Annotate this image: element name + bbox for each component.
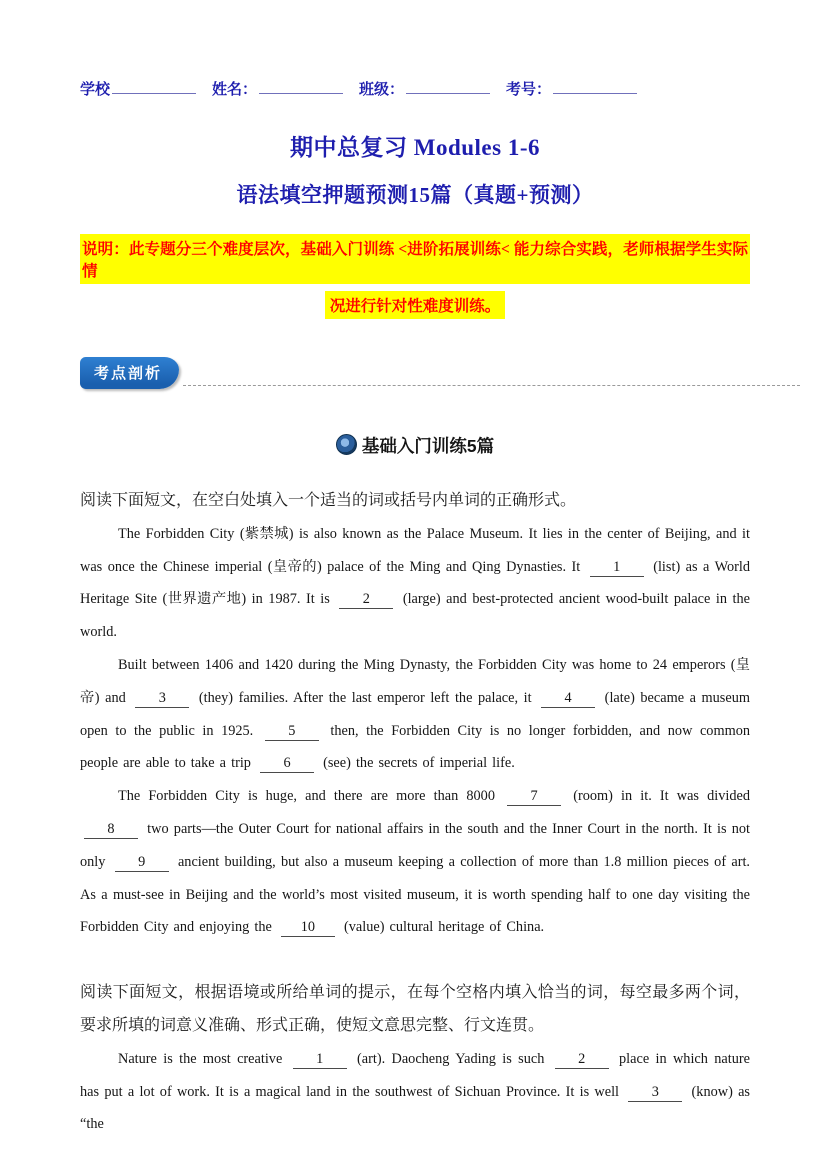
school-blank-line <box>112 78 196 94</box>
passage-paragraph: The Forbidden City (紫禁城) is also known as the Palace Museum. It lies in the center of Beijing, and it was once the Chinese imperial (皇帝的) palace of the Ming and Qing Dynasties. It 1 (list) as a World Heritage Site (世界遗产地) in 1987. It is 2 (large) and best-protected ancient wood-built palace in the world. <box>80 525 750 641</box>
fill-in-blank-6: 6 <box>260 756 314 773</box>
fill-in-blank-9: 9 <box>115 855 169 872</box>
fill-in-blank-2: 2 <box>555 1052 609 1069</box>
fill-in-blank-5: 5 <box>265 724 319 741</box>
exercise-2-instruction: 阅读下面短文，根据语境或所给单词的提示，在每个空格内填入恰当的词，每空最多两个词，要求所填的词意义准确、形式正确，使短文意思完整、行文连贯。 <box>80 984 750 1034</box>
passage-paragraph: Built between 1406 and 1420 during the Ming Dynasty, the Forbidden City was home to 24 emperors (皇帝) and 3 (they) families. After the last emperor left the palace, it 4 (late) became a museum open to the public in 1925. 5 then, the Forbidden City is no longer forbidden, and now common people are able to take a trip 6 (see) the secrets of imperial life. <box>80 656 750 772</box>
name-blank-line <box>259 78 343 94</box>
exercise-1 <box>80 485 750 944</box>
exercise-1-instruction: 阅读下面短文，在空白处填入一个适当的词或括号内单词的正确形式。 <box>80 492 577 509</box>
school-label: 学校 <box>80 82 111 98</box>
exam-points-banner <box>80 357 800 389</box>
section-heading <box>80 433 750 458</box>
fill-in-blank-1: 1 <box>590 560 644 577</box>
document-title: 期中总复习 Modules 1-6 <box>290 135 540 160</box>
notice-line-2: 况进行针对性难度训练。 <box>325 291 506 319</box>
document-subtitle: 语法填空押题预测15篇（真题+预测） <box>236 183 594 207</box>
exam-no-label: 考号： <box>506 82 552 98</box>
class-label: 班级： <box>359 82 405 98</box>
difficulty-notice <box>80 234 750 319</box>
dashed-divider <box>183 385 800 386</box>
name-label: 姓名： <box>212 82 258 98</box>
exercise-2-passage <box>80 1043 750 1141</box>
fill-in-blank-10: 10 <box>281 920 335 937</box>
passage-paragraph: The Forbidden City is huge, and there are more than 8000 7 (room) in it. It was divided 8 two parts—the Outer Court for national affairs in the south and the Inner Court in the north. It is not only 9 ancient building, but also a museum keeping a collection of more than 1.8 million pieces of art. As a must-see in Beijing and the world’s most visited museum, it is worth spending half to one day visiting the Forbidden City and enjoying the 10 (value) cultural heritage of China. <box>80 788 750 936</box>
passage-paragraph: Nature is the most creative 1 (art). Daocheng Yading is such 2 place in which nature has put a lot of work. It is a magical land in the southwest of Sichuan Province. It is well 3 (know) as “the <box>80 1050 750 1133</box>
fill-in-blank-8: 8 <box>84 822 138 839</box>
notice-line-1: 说明：此专题分三个难度层次，基础入门训练 <进阶拓展训练< 能力综合实践，老师根据学生实际情 <box>80 234 750 284</box>
section-badge-icon <box>336 434 357 455</box>
exercise-2 <box>80 977 750 1141</box>
exam-points-tab: 考点剖析 <box>80 357 179 389</box>
fill-in-blank-7: 7 <box>507 789 561 806</box>
fill-in-blank-3: 3 <box>628 1085 682 1102</box>
exercise-1-passage <box>80 518 750 944</box>
exam-no-blank-line <box>553 78 637 94</box>
fill-in-blank-2: 2 <box>339 592 393 609</box>
fill-in-blank-3: 3 <box>135 691 189 708</box>
section-title: 基础入门训练5篇 <box>361 436 495 456</box>
student-info-line <box>80 78 750 99</box>
fill-in-blank-4: 4 <box>541 691 595 708</box>
fill-in-blank-1: 1 <box>293 1052 347 1069</box>
class-blank-line <box>406 78 490 94</box>
